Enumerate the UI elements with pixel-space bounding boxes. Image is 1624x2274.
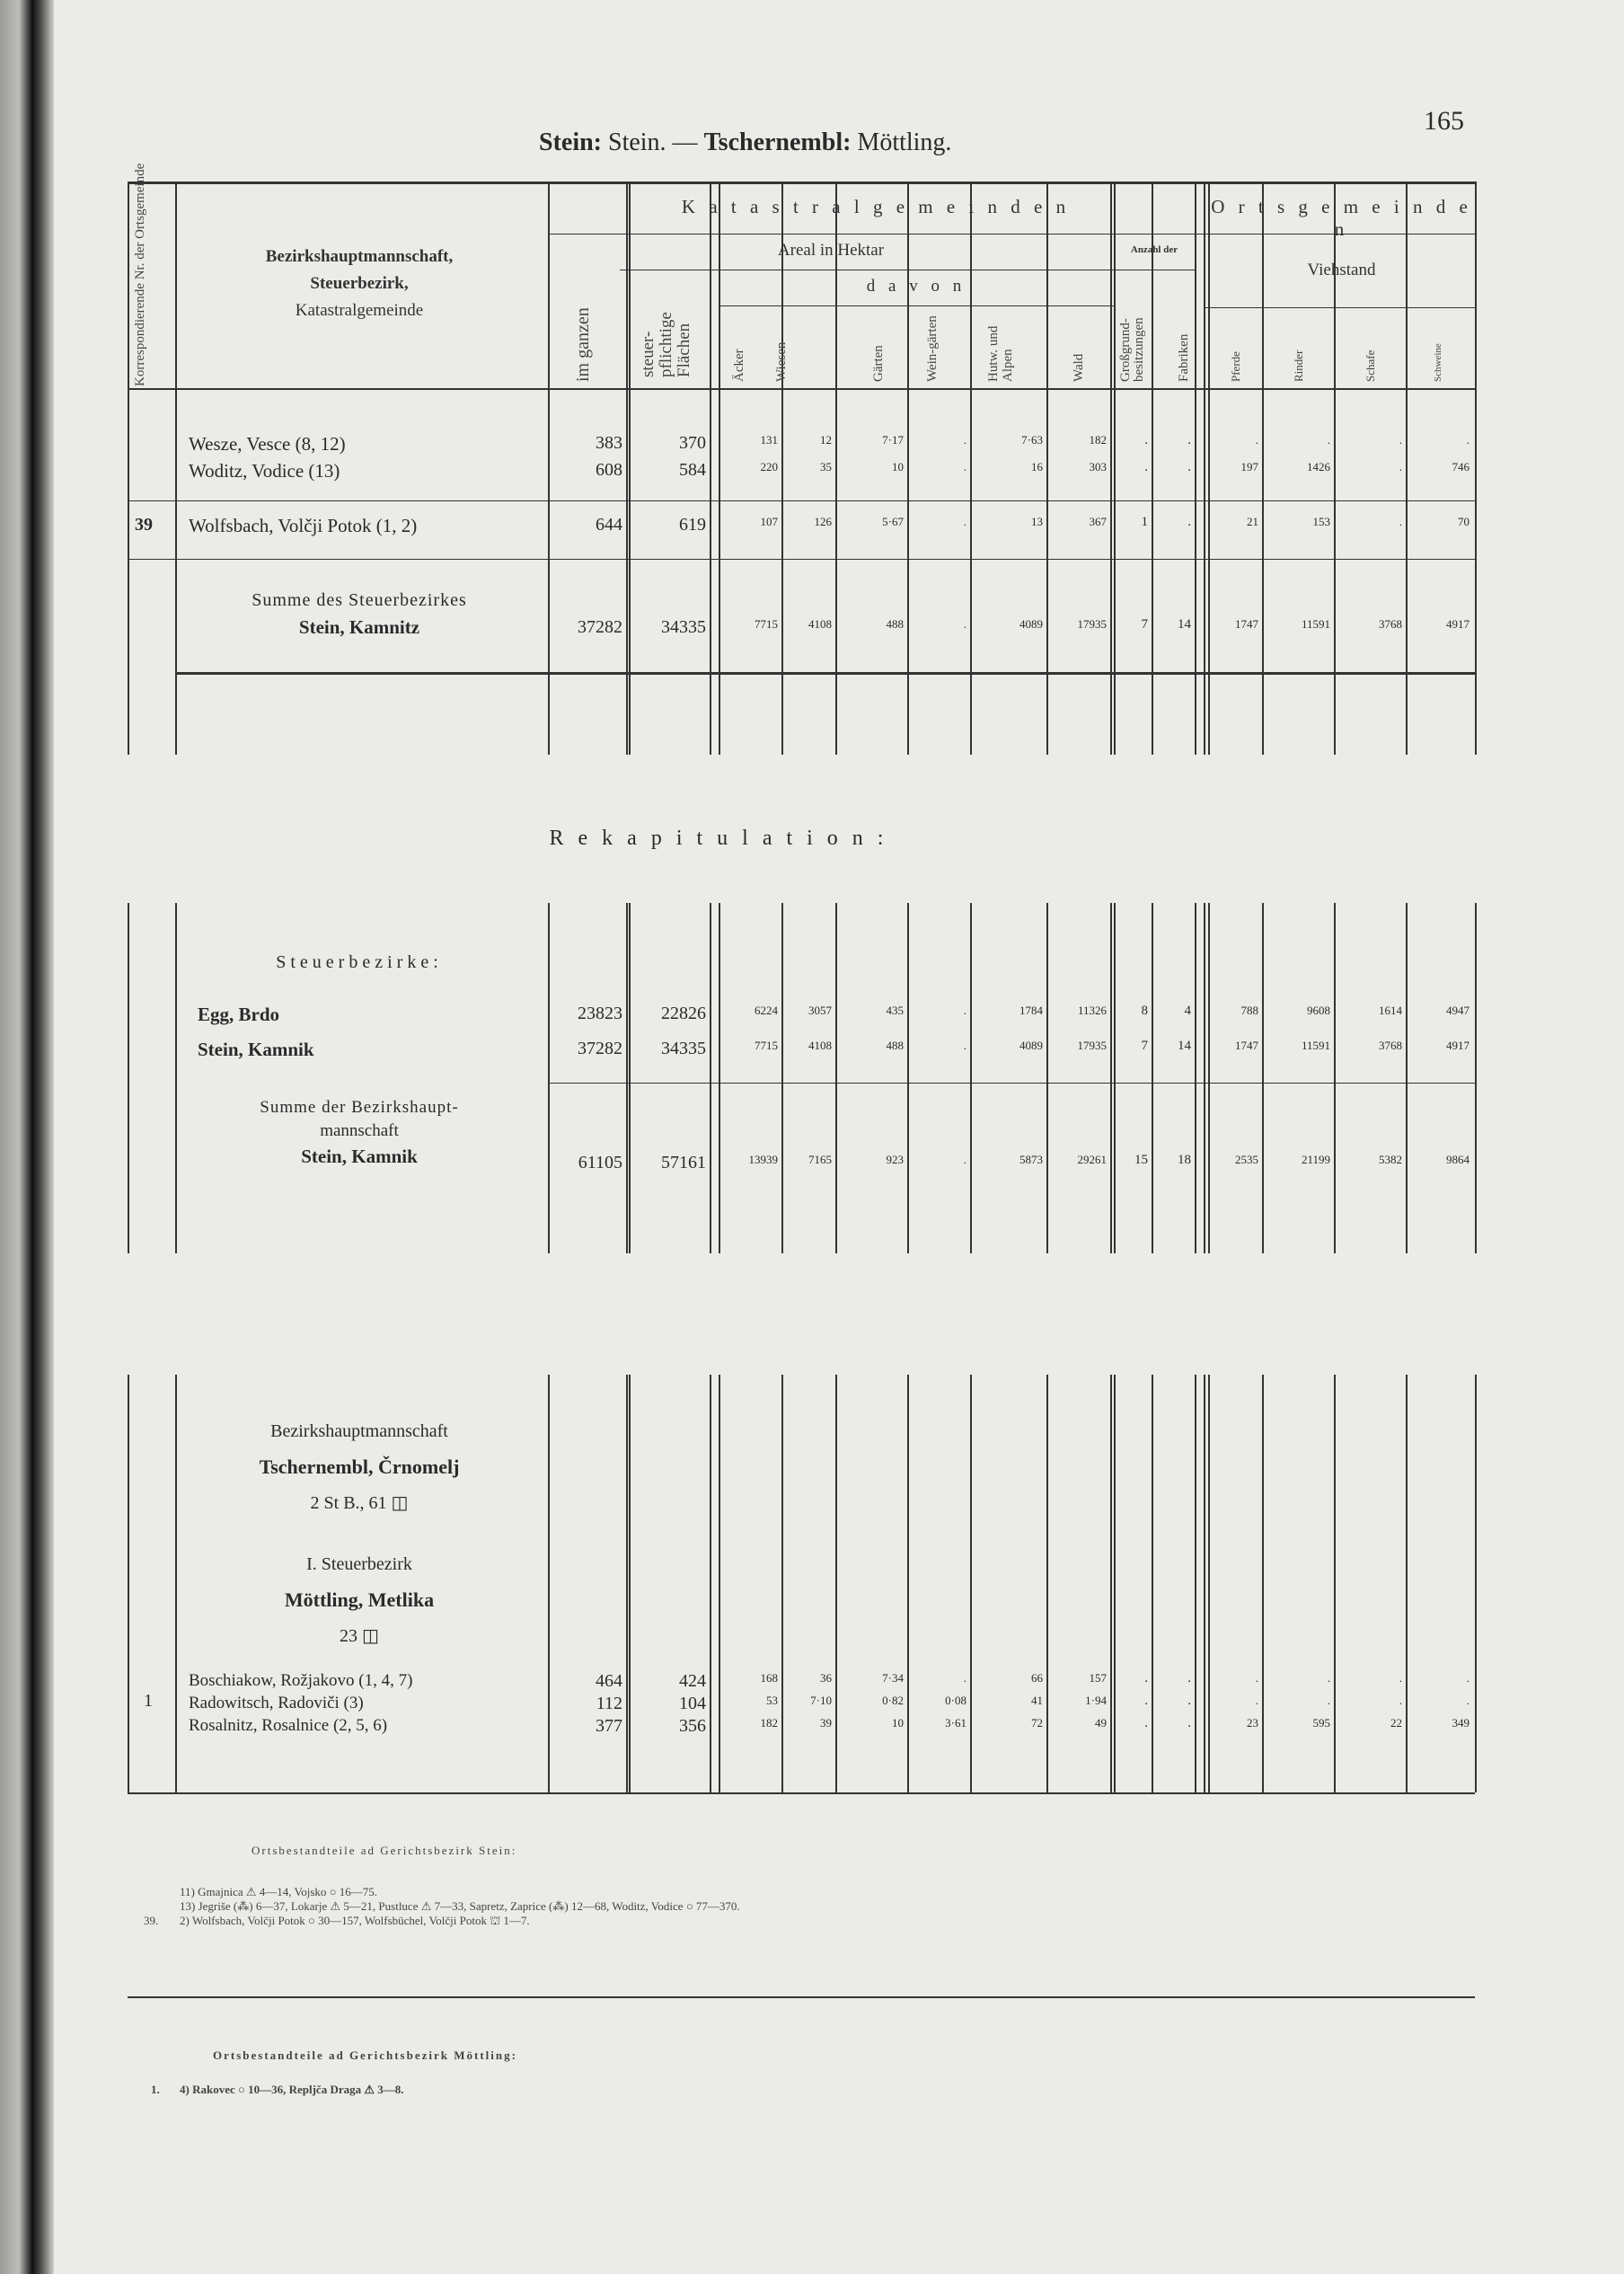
rekap-row-cell: 17935 — [1077, 1039, 1107, 1052]
acker-header: Äcker — [732, 349, 746, 382]
tsch-l3: 2 St B., 61 ◫ — [310, 1493, 409, 1513]
tsch-row-cell: 23 — [1247, 1716, 1258, 1730]
tsch-row-cell: 10 — [892, 1716, 904, 1730]
rekap-title: R e k a p i t u l a t i o n : — [549, 827, 888, 850]
row-cell: 153 — [1312, 515, 1330, 528]
row-cell: 16 — [1031, 460, 1043, 473]
fabriken-header: Fabriken — [1177, 333, 1191, 382]
rekap-summe-cell: 57161 — [661, 1153, 706, 1172]
name-header-2: Steuerbezirk, — [310, 274, 409, 293]
summe-stein-label-b: Stein, Kamnitz — [298, 616, 420, 638]
footnote-3-nr: 39. — [144, 1914, 159, 1927]
column-rule — [626, 903, 628, 1253]
tsch-row-cell: 104 — [679, 1694, 706, 1713]
rekap-row-cell: 4108 — [808, 1039, 832, 1052]
row-cell: . — [1187, 515, 1191, 529]
column-rule — [548, 903, 550, 1253]
tsch-row-cell: 7·34 — [882, 1671, 904, 1685]
tsch-row-cell: . — [1255, 1671, 1258, 1685]
tsch-row-cell: 72 — [1031, 1716, 1043, 1730]
summe-stein-cell: 37282 — [578, 617, 622, 637]
column-rule — [1204, 903, 1205, 1253]
tsch-row-cell: 424 — [679, 1671, 706, 1691]
tsch-row-cell: . — [1144, 1694, 1148, 1708]
tsch-row-cell: . — [963, 1671, 966, 1685]
tsch-row-cell: 53 — [766, 1694, 778, 1707]
row-cell: 12 — [820, 433, 832, 447]
areal-header: Areal in Hektar — [777, 241, 885, 260]
row-cell: 7·63 — [1021, 433, 1043, 447]
ganzen-header: im ganzen — [573, 307, 593, 382]
rekap-row-cell: 7715 — [755, 1039, 778, 1052]
tsch-row-cell: . — [1399, 1671, 1402, 1685]
column-rule — [1475, 903, 1477, 1253]
tsch-row-cell: 464 — [596, 1671, 622, 1691]
rekap-summe-cell: 13939 — [748, 1153, 778, 1166]
rekap-summe-cell: 5382 — [1379, 1153, 1402, 1166]
wald-header: Wald — [1072, 353, 1086, 382]
row-name: Wesze, Vesce (8, 12) — [189, 433, 346, 455]
rekap-row-cell: 3057 — [808, 1004, 832, 1017]
rekap-row-cell: . — [963, 1039, 966, 1052]
summe-stein-cell: 34335 — [661, 617, 706, 637]
column-rule — [128, 181, 129, 755]
rekap-row-name: Egg, Brdo — [198, 1004, 280, 1025]
column-rule — [1475, 1375, 1477, 1792]
rekap-summe-cell: 2535 — [1235, 1153, 1258, 1166]
rekap-row-cell: 435 — [886, 1004, 904, 1017]
tsch-row-cell: 3·61 — [945, 1716, 966, 1730]
summe-stein-label-a: Summe des Steuerbezirkes — [252, 590, 467, 610]
orts-header: O r t s g e m e i n d e n — [1211, 196, 1472, 240]
page-title: Stein: Stein. — Tschernembl: Möttling. — [539, 128, 952, 156]
column-rule — [970, 903, 972, 1253]
rekap-row-cell: 37282 — [578, 1039, 622, 1058]
tsch-row-cell: . — [1144, 1716, 1148, 1730]
rekap-row-cell: 9608 — [1307, 1004, 1330, 1017]
rekap-summe-cell: 923 — [886, 1153, 904, 1166]
tsch-row-cell: 41 — [1031, 1694, 1043, 1707]
summe-stein-cell: 3768 — [1379, 617, 1402, 631]
rekap-row-cell: 34335 — [661, 1039, 706, 1058]
column-rule — [175, 1375, 177, 1792]
row-cell: . — [1255, 433, 1258, 447]
rule — [128, 559, 1475, 560]
tsch-row-cell: 157 — [1089, 1671, 1107, 1685]
summe-stein-cell: 7 — [1141, 617, 1148, 632]
tsch-l4: I. Steuerbezirk — [306, 1554, 412, 1574]
steuer-header: steuer-pflichtige Flächen — [639, 312, 693, 377]
tsch-row-cell: 168 — [760, 1671, 778, 1685]
summe-stein-cell: 11591 — [1301, 617, 1330, 631]
rekap-row-cell: 6224 — [755, 1004, 778, 1017]
footnote-1: 11) Gmajnica ⚠ 4—14, Vojsko ○ 16—75. — [180, 1885, 378, 1898]
summe-stein-cell: 7715 — [755, 617, 778, 631]
rekap-summe-cell: 15 — [1134, 1153, 1148, 1167]
header-bottom-rule — [128, 388, 1475, 390]
row-cell: 220 — [760, 460, 778, 473]
rekap-row-cell: 488 — [886, 1039, 904, 1052]
tsch-row-cell: . — [1187, 1694, 1191, 1708]
row-cell: . — [1466, 433, 1470, 447]
rekap-row-cell: 11591 — [1301, 1039, 1330, 1052]
tsch-row-cell: 49 — [1095, 1716, 1107, 1730]
row-cell: 383 — [596, 433, 622, 453]
steuerbezirke-label: Steuerbezirke: — [276, 952, 443, 972]
tsch-row-cell: 112 — [596, 1694, 622, 1713]
rule — [128, 1792, 1475, 1794]
schweine-header: Schweine — [1433, 343, 1443, 382]
row-cell: 608 — [596, 460, 622, 480]
summe-stein-cell: 4108 — [808, 617, 832, 631]
tsch-row-cell: 595 — [1312, 1716, 1330, 1730]
rekap-summe-cell: . — [963, 1153, 966, 1166]
rekap-row-cell: 14 — [1178, 1039, 1191, 1053]
row-cell: . — [963, 433, 966, 447]
tsch-row-cell: . — [1144, 1671, 1148, 1686]
rekap-row-cell: 4917 — [1446, 1039, 1470, 1052]
footnote-2: 13) Jegriše (⁂) 6—37, Lokarje ⚠ 5—21, Pustluce ⚠ 7—33, Sapretz, Zaprice (⁂) 12—68, Woditz, Vodice ○ 77—370. — [180, 1899, 740, 1913]
rekap-summe-cell: 29261 — [1077, 1153, 1107, 1166]
row-name: Woditz, Vodice (13) — [189, 460, 340, 482]
row-cell: 126 — [814, 515, 832, 528]
pferde-header: Pferde — [1229, 351, 1242, 382]
column-rule — [1046, 903, 1048, 1253]
summe-stein-cell: 488 — [886, 617, 904, 631]
row-cell: 619 — [679, 515, 706, 535]
tsch-row-cell: . — [1255, 1694, 1258, 1707]
hutw-header: Hutw. und Alpen — [986, 325, 1015, 382]
gaerten-header: Gärten — [871, 345, 886, 382]
row-cell: . — [1327, 433, 1330, 447]
row-cell: . — [963, 515, 966, 528]
row-cell: 197 — [1240, 460, 1258, 473]
rule — [128, 1996, 1475, 1998]
rekap-row-cell: 7 — [1141, 1039, 1148, 1053]
row-cell: . — [1187, 433, 1191, 447]
tsch-row-cell: 36 — [820, 1671, 832, 1685]
summe-stein-cell: 17935 — [1077, 617, 1107, 631]
column-rule — [710, 903, 711, 1253]
footnote-heading-1: Ortsbestandteile ad Gerichtsbezirk Stein: — [252, 1844, 517, 1857]
row-cell: . — [1399, 515, 1402, 528]
row-cell: . — [1187, 460, 1191, 474]
footnote-3: 2) Wolfsbach, Volčji Potok ○ 30—157, Wolfsbüchel, Volčji Potok ⛫ 1—7. — [180, 1914, 530, 1927]
column-rule — [1208, 903, 1210, 1253]
row-cell: 35 — [820, 460, 832, 473]
rekap-row-cell: 4089 — [1019, 1039, 1043, 1052]
column-rule — [835, 903, 837, 1253]
tsch-row-name: Radowitsch, Radoviči (3) — [189, 1694, 364, 1712]
column-rule — [1262, 903, 1264, 1253]
footnote-heading-2: Ortsbestandteile ad Gerichtsbezirk Möttling: — [213, 2048, 517, 2062]
wiesen-header: Wiesen — [774, 341, 789, 382]
rekap-row-cell: 4 — [1184, 1004, 1191, 1018]
footnote-4: 4) Rakovec ○ 10—36, Repljča Draga ⚠ 3—8. — [180, 2083, 404, 2096]
rekap-summe-cell: 18 — [1178, 1153, 1191, 1167]
column-rule — [629, 903, 631, 1253]
summe-stein-cell: 4089 — [1019, 617, 1043, 631]
tsch-row-cell: 0·82 — [882, 1694, 904, 1707]
corr-nr-header: Korrespondierende Nr. der Ortsgemeinde — [133, 163, 147, 386]
row-cell: 303 — [1089, 460, 1107, 473]
name-header-1: Bezirkshauptmannschaft, — [265, 247, 454, 266]
tsch-row-cell: 7·10 — [810, 1694, 832, 1707]
rekap-row-cell: 1747 — [1235, 1039, 1258, 1052]
summe-bh-a: Summe der Bezirkshaupt- — [260, 1098, 459, 1117]
row-nr: 39 — [135, 515, 153, 535]
summe-bh-b: mannschaft — [320, 1121, 399, 1140]
summe-stein-cell: 1747 — [1235, 617, 1258, 631]
row-cell: 10 — [892, 460, 904, 473]
tsch-row-cell: . — [1466, 1694, 1470, 1707]
row-cell: 644 — [596, 515, 622, 535]
column-rule — [128, 1375, 129, 1792]
rekap-row-cell: 8 — [1141, 1004, 1148, 1018]
rule — [175, 672, 1475, 675]
rekap-row-cell: 3768 — [1379, 1039, 1402, 1052]
row-cell: 13 — [1031, 515, 1043, 528]
rekap-summe-cell: 61105 — [578, 1153, 622, 1172]
rekap-summe-cell: 21199 — [1301, 1153, 1330, 1166]
rekap-summe-cell: 7165 — [808, 1153, 832, 1166]
page-number: 165 — [1424, 106, 1464, 136]
row-cell: 70 — [1458, 515, 1470, 528]
book-spine — [0, 0, 54, 2274]
row-cell: . — [1399, 433, 1402, 447]
row-cell: 7·17 — [882, 433, 904, 447]
column-rule — [719, 903, 720, 1253]
row-cell: 370 — [679, 433, 706, 453]
column-rule — [1195, 903, 1196, 1253]
wein-header: Wein-gärten — [925, 315, 940, 382]
rule — [1204, 307, 1475, 308]
davon-header: d a v o n — [866, 277, 966, 296]
kataster-header: K a t a s t r a l g e m e i n d e n — [681, 196, 1071, 217]
tsch-row-cell: . — [1187, 1716, 1191, 1730]
rule — [548, 1083, 1475, 1084]
row-cell: . — [1144, 433, 1148, 447]
rinder-header: Rinder — [1292, 350, 1305, 382]
tsch-row-cell: . — [1466, 1671, 1470, 1685]
rule — [719, 305, 1114, 306]
column-rule — [1334, 903, 1336, 1253]
column-rule — [175, 181, 177, 755]
row-name: Wolfsbach, Volčji Potok (1, 2) — [189, 515, 418, 536]
row-cell: 367 — [1089, 515, 1107, 528]
tsch-row-cell: 377 — [596, 1716, 622, 1736]
row-cell: . — [1399, 460, 1402, 473]
summe-stein-cell: 14 — [1178, 617, 1191, 632]
tsch-row-name: Boschiakow, Rožjakovo (1, 4, 7) — [189, 1671, 413, 1690]
rekap-summe-cell: 9864 — [1446, 1153, 1470, 1166]
rekap-row-cell: 4947 — [1446, 1004, 1470, 1017]
summe-bh-c: Stein, Kamnik — [301, 1146, 418, 1167]
footnote-4-nr: 1. — [151, 2083, 160, 2096]
rekap-row-cell: 1614 — [1379, 1004, 1402, 1017]
row-cell: 584 — [679, 460, 706, 480]
anzahl-header: Anzahl der — [1130, 244, 1178, 255]
row-cell: 131 — [760, 433, 778, 447]
rekap-row-cell: 788 — [1240, 1004, 1258, 1017]
tsch-row-name: Rosalnitz, Rosalnice (2, 5, 6) — [189, 1716, 388, 1735]
gross-header: Großgrund-besitzungen — [1118, 317, 1146, 382]
rekap-row-name: Stein, Kamnik — [198, 1039, 314, 1060]
tsch-row-cell: . — [1327, 1694, 1330, 1707]
column-rule — [1114, 903, 1116, 1253]
table-top-rule — [128, 181, 1475, 184]
column-rule — [1110, 903, 1112, 1253]
row-cell: 1426 — [1307, 460, 1330, 473]
row-cell: . — [963, 460, 966, 473]
row-cell: 21 — [1247, 515, 1258, 528]
tsch-nr: 1 — [144, 1691, 153, 1711]
tsch-row-cell: 349 — [1452, 1716, 1470, 1730]
column-rule — [907, 903, 909, 1253]
rekap-row-cell: 11326 — [1077, 1004, 1107, 1017]
row-cell: 5·67 — [882, 515, 904, 528]
column-rule — [175, 903, 177, 1253]
row-cell: 182 — [1089, 433, 1107, 447]
tsch-row-cell: 0·08 — [945, 1694, 966, 1707]
tsch-row-cell: 356 — [679, 1716, 706, 1736]
summe-stein-cell: . — [963, 617, 966, 631]
name-header-3: Katastralgemeinde — [295, 301, 424, 320]
row-cell: 107 — [760, 515, 778, 528]
vieh-header: Viehstand — [1307, 261, 1376, 279]
tsch-row-cell: 182 — [760, 1716, 778, 1730]
tsch-row-cell: 1·94 — [1085, 1694, 1107, 1707]
summe-stein-cell: 4917 — [1446, 617, 1470, 631]
column-rule — [1152, 903, 1153, 1253]
schafe-header: Schafe — [1364, 350, 1377, 382]
tsch-row-cell: . — [1399, 1694, 1402, 1707]
column-rule — [128, 903, 129, 1253]
tsch-l5: Möttling, Metlika — [284, 1588, 435, 1611]
tsch-row-cell: 39 — [820, 1716, 832, 1730]
rekap-row-cell: 1784 — [1019, 1004, 1043, 1017]
column-rule — [1406, 903, 1408, 1253]
tsch-l2: Tschernembl, Črnomelj — [259, 1456, 460, 1478]
rekap-row-cell: 22826 — [661, 1004, 706, 1023]
rekap-summe-cell: 5873 — [1019, 1153, 1043, 1166]
tsch-row-cell: 22 — [1390, 1716, 1402, 1730]
rule — [128, 500, 1475, 501]
row-cell: . — [1144, 460, 1148, 474]
row-cell: 1 — [1141, 515, 1148, 529]
tsch-row-cell: . — [1187, 1671, 1191, 1686]
column-rule — [781, 903, 783, 1253]
column-rule — [1475, 181, 1477, 755]
rekap-row-cell: . — [963, 1004, 966, 1017]
rekap-row-cell: 23823 — [578, 1004, 622, 1023]
tsch-row-cell: 66 — [1031, 1671, 1043, 1685]
row-cell: 746 — [1452, 460, 1470, 473]
tsch-l6: 23 ◫ — [340, 1626, 379, 1646]
tsch-row-cell: . — [1327, 1671, 1330, 1685]
tsch-l1: Bezirkshauptmannschaft — [270, 1421, 448, 1441]
